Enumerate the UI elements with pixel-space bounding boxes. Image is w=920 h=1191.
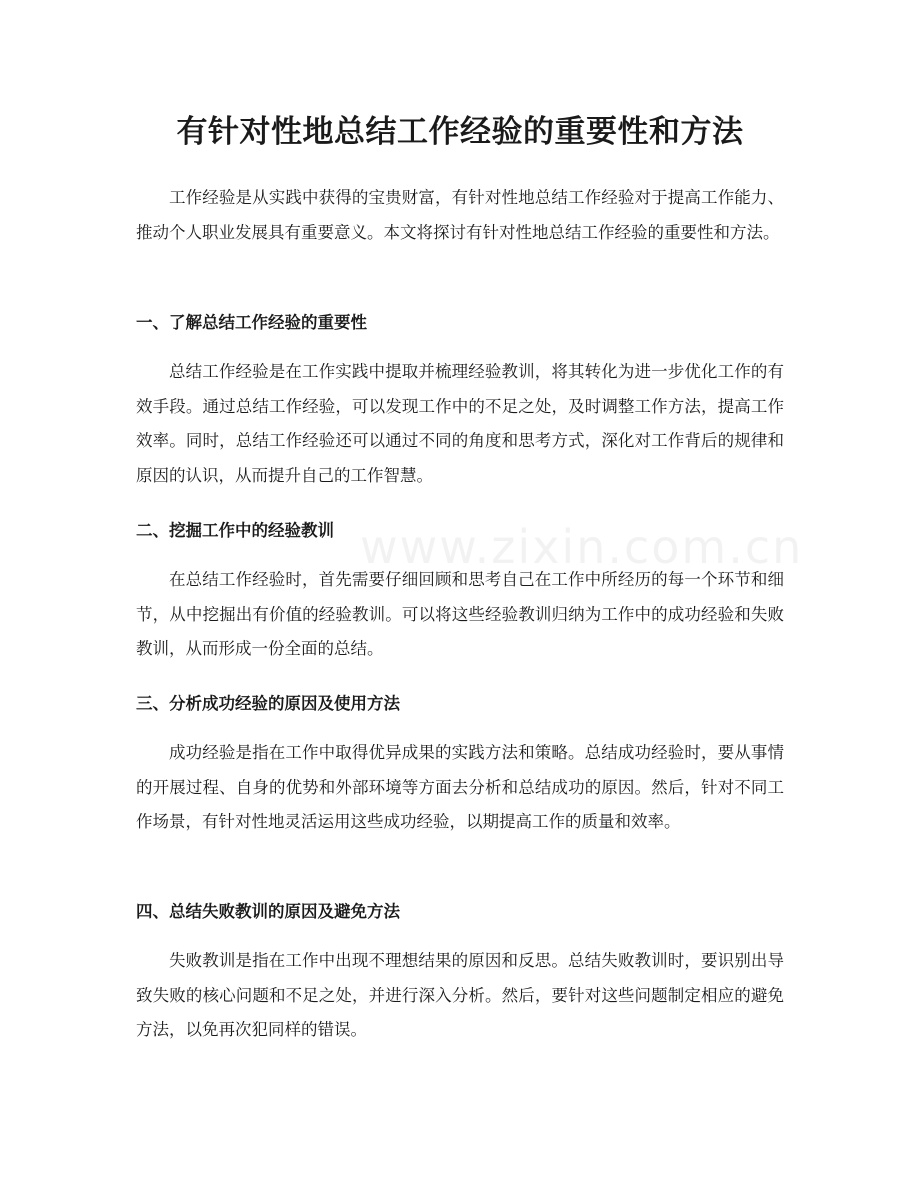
section-body-1: 总结工作经验是在工作实践中提取并梳理经验教训，将其转化为进一步优化工作的有效手段。通过总结工作经验，可以发现工作中的不足之处，及时调整工作方法，提高工作效率。同时，总结工作经验还可以通过不同的角度和思考方式，深化对工作背后的规律和原因的认识，从而提升自己的工作智慧。: [136, 362, 784, 485]
section-heading-2: 二、挖掘工作中的经验教训: [136, 521, 334, 540]
watermark-text: www.zixin.com.cn: [360, 520, 804, 574]
section-body-2: 在总结工作经验时，首先需要仔细回顾和思考自己在工作中所经历的每一个环节和细节，从中挖掘出有价值的经验教训。可以将这些经验教训归纳为工作中的成功经验和失败教训，从而形成一份全面的总结。: [136, 570, 784, 658]
intro-paragraph: 工作经验是从实践中获得的宝贵财富，有针对性地总结工作经验对于提高工作能力、推动个人职业发展具有重要意义。本文将探讨有针对性地总结工作经验的重要性和方法。: [136, 188, 784, 242]
section-heading-1: 一、了解总结工作经验的重要性: [136, 313, 367, 332]
section-body-3: 成功经验是指在工作中取得优异成果的实践方法和策略。总结成功经验时，要从事情的开展过程、自身的优势和外部环境等方面去分析和总结成功的原因。然后，针对不同工作场景，有针对性地灵活运用这些成功经验，以期提高工作的质量和效率。: [136, 743, 784, 831]
section-body-4: 失败教训是指在工作中出现不理想结果的原因和反思。总结失败教训时，要识别出导致失败的核心问题和不足之处，并进行深入分析。然后，要针对这些问题制定相应的避免方法，以免再次犯同样的错误。: [136, 951, 784, 1039]
page-title: 有针对性地总结工作经验的重要性和方法: [176, 114, 744, 150]
section-heading-4: 四、总结失败教训的原因及避免方法: [136, 902, 400, 921]
section-heading-3: 三、分析成功经验的原因及使用方法: [136, 694, 400, 713]
